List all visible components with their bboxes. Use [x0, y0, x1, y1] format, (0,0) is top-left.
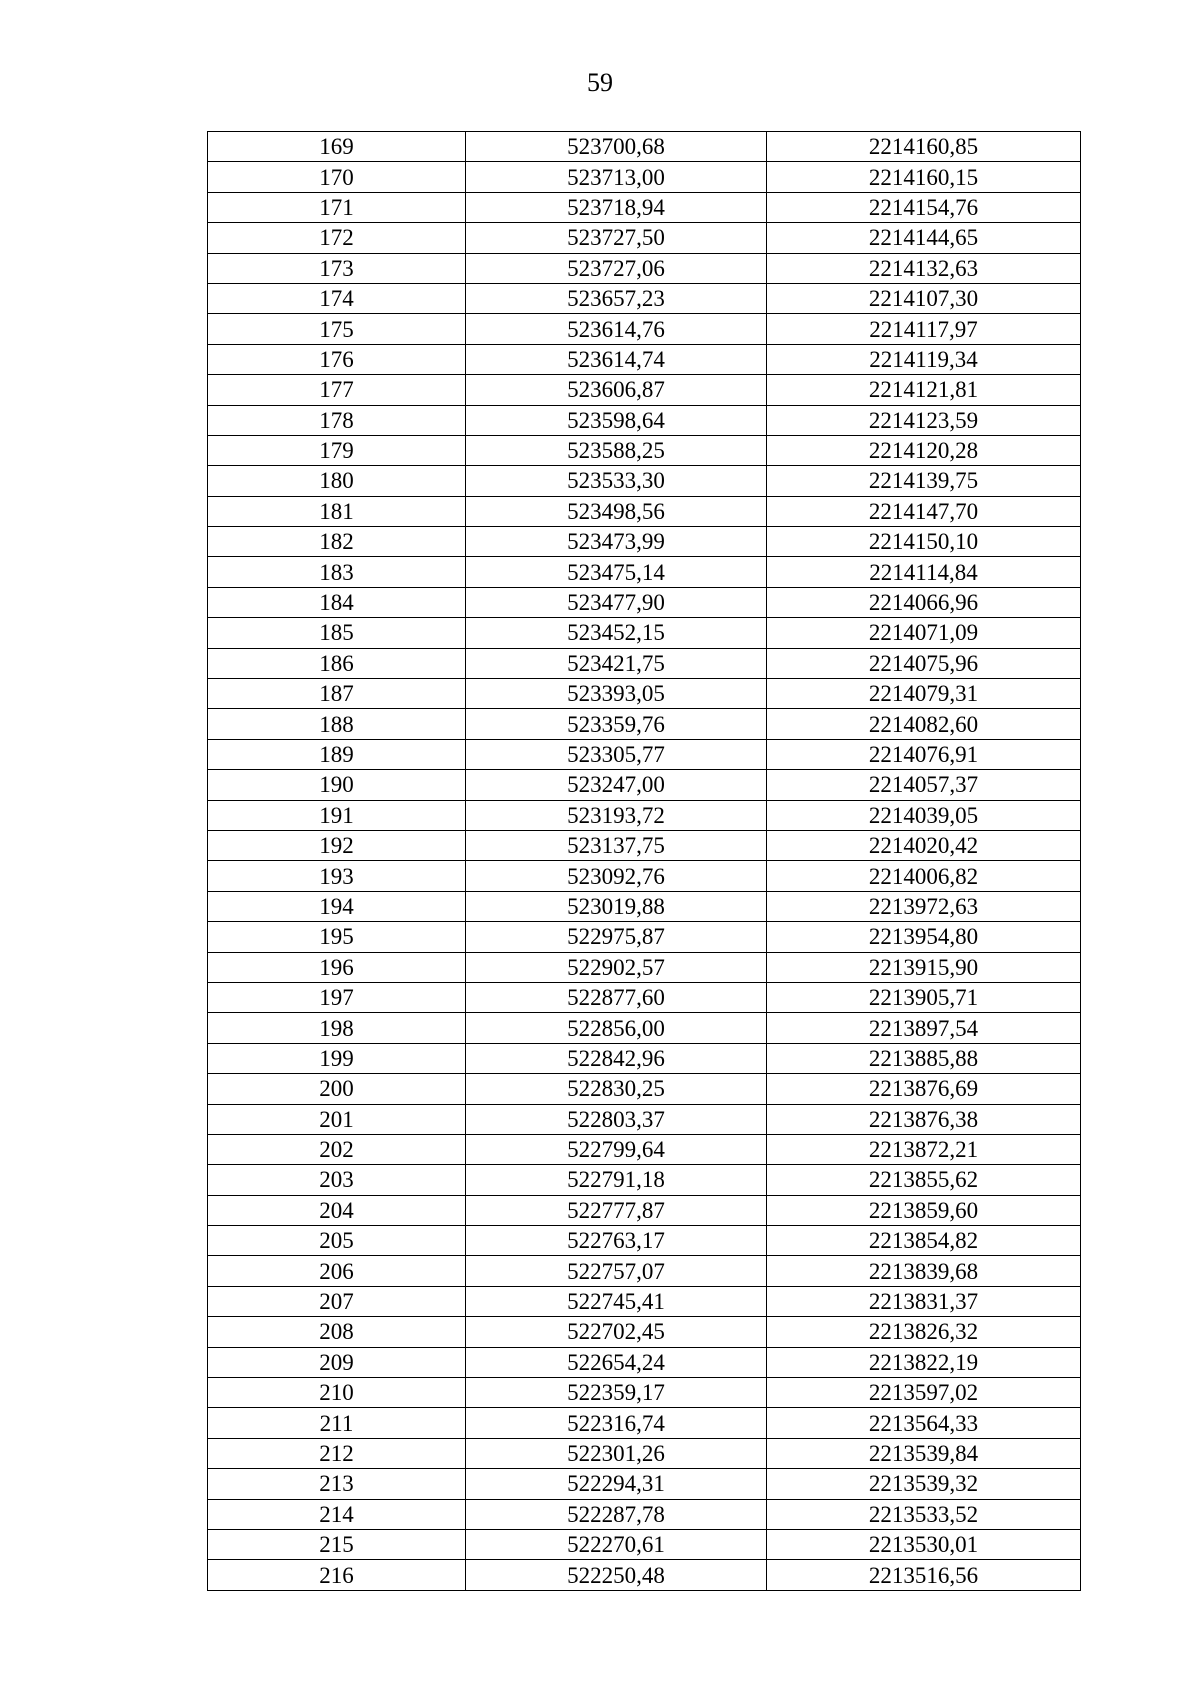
- y-coordinate-cell: 2213972,63: [767, 891, 1081, 921]
- point-number-cell: 181: [208, 496, 466, 526]
- y-coordinate-cell: 2214160,15: [767, 162, 1081, 192]
- table-row: [208, 375, 1081, 405]
- table-row: [208, 1226, 1081, 1256]
- y-coordinate-cell: 2214144,65: [767, 223, 1081, 253]
- point-number-cell: 171: [208, 192, 466, 222]
- x-coordinate-cell: 522902,57: [466, 952, 767, 982]
- table-row: [208, 891, 1081, 921]
- table-row: [208, 648, 1081, 678]
- table-row: [208, 496, 1081, 526]
- x-coordinate-cell: 522975,87: [466, 922, 767, 952]
- y-coordinate-cell: 2213885,88: [767, 1043, 1081, 1073]
- point-number-cell: 193: [208, 861, 466, 891]
- y-coordinate-cell: 2214154,76: [767, 192, 1081, 222]
- y-coordinate-cell: 2214150,10: [767, 527, 1081, 557]
- x-coordinate-cell: 523498,56: [466, 496, 767, 526]
- point-number-cell: 176: [208, 344, 466, 374]
- y-coordinate-cell: 2213872,21: [767, 1134, 1081, 1164]
- point-number-cell: 172: [208, 223, 466, 253]
- y-coordinate-cell: 2214119,34: [767, 344, 1081, 374]
- table-row: [208, 982, 1081, 1012]
- x-coordinate-cell: 522842,96: [466, 1043, 767, 1073]
- y-coordinate-cell: 2214107,30: [767, 283, 1081, 313]
- table-row: [208, 1256, 1081, 1286]
- x-coordinate-cell: 523137,75: [466, 830, 767, 860]
- point-number-cell: 169: [208, 132, 466, 162]
- x-coordinate-cell: 523421,75: [466, 648, 767, 678]
- point-number-cell: 198: [208, 1013, 466, 1043]
- x-coordinate-cell: 523700,68: [466, 132, 767, 162]
- point-number-cell: 199: [208, 1043, 466, 1073]
- x-coordinate-cell: 523614,76: [466, 314, 767, 344]
- y-coordinate-cell: 2213533,52: [767, 1499, 1081, 1529]
- x-coordinate-cell: 523305,77: [466, 739, 767, 769]
- table-row: [208, 1134, 1081, 1164]
- point-number-cell: 186: [208, 648, 466, 678]
- point-number-cell: 191: [208, 800, 466, 830]
- table-row: [208, 1347, 1081, 1377]
- y-coordinate-cell: 2214020,42: [767, 830, 1081, 860]
- x-coordinate-cell: 523092,76: [466, 861, 767, 891]
- table-row: [208, 587, 1081, 617]
- x-coordinate-cell: 523473,99: [466, 527, 767, 557]
- table-row: [208, 800, 1081, 830]
- x-coordinate-cell: 523452,15: [466, 618, 767, 648]
- x-coordinate-cell: 523533,30: [466, 466, 767, 496]
- y-coordinate-cell: 2213855,62: [767, 1165, 1081, 1195]
- x-coordinate-cell: 523477,90: [466, 587, 767, 617]
- table-row: [208, 770, 1081, 800]
- coordinates-table: [207, 131, 1081, 1591]
- point-number-cell: 180: [208, 466, 466, 496]
- y-coordinate-cell: 2214139,75: [767, 466, 1081, 496]
- x-coordinate-cell: 523475,14: [466, 557, 767, 587]
- y-coordinate-cell: 2214114,84: [767, 557, 1081, 587]
- point-number-cell: 192: [208, 830, 466, 860]
- table-row: [208, 679, 1081, 709]
- x-coordinate-cell: 522791,18: [466, 1165, 767, 1195]
- y-coordinate-cell: 2214071,09: [767, 618, 1081, 648]
- table-row: [208, 952, 1081, 982]
- y-coordinate-cell: 2214120,28: [767, 435, 1081, 465]
- y-coordinate-cell: 2214160,85: [767, 132, 1081, 162]
- y-coordinate-cell: 2213530,01: [767, 1529, 1081, 1559]
- point-number-cell: 175: [208, 314, 466, 344]
- table-row: [208, 618, 1081, 648]
- point-number-cell: 213: [208, 1469, 466, 1499]
- point-number-cell: 179: [208, 435, 466, 465]
- x-coordinate-cell: 522763,17: [466, 1226, 767, 1256]
- x-coordinate-cell: 523598,64: [466, 405, 767, 435]
- table-row: [208, 1074, 1081, 1104]
- x-coordinate-cell: 522757,07: [466, 1256, 767, 1286]
- table-row: [208, 253, 1081, 283]
- x-coordinate-cell: 523657,23: [466, 283, 767, 313]
- x-coordinate-cell: 523247,00: [466, 770, 767, 800]
- table-row: [208, 1408, 1081, 1438]
- x-coordinate-cell: 523727,06: [466, 253, 767, 283]
- point-number-cell: 184: [208, 587, 466, 617]
- point-number-cell: 216: [208, 1560, 466, 1590]
- y-coordinate-cell: 2213539,84: [767, 1438, 1081, 1468]
- table-row: [208, 1469, 1081, 1499]
- x-coordinate-cell: 522702,45: [466, 1317, 767, 1347]
- x-coordinate-cell: 522799,64: [466, 1134, 767, 1164]
- y-coordinate-cell: 2213859,60: [767, 1195, 1081, 1225]
- x-coordinate-cell: 523019,88: [466, 891, 767, 921]
- y-coordinate-cell: 2213597,02: [767, 1378, 1081, 1408]
- x-coordinate-cell: 522270,61: [466, 1529, 767, 1559]
- point-number-cell: 170: [208, 162, 466, 192]
- y-coordinate-cell: 2213915,90: [767, 952, 1081, 982]
- point-number-cell: 185: [208, 618, 466, 648]
- point-number-cell: 197: [208, 982, 466, 1012]
- y-coordinate-cell: 2213826,32: [767, 1317, 1081, 1347]
- y-coordinate-cell: 2214121,81: [767, 375, 1081, 405]
- y-coordinate-cell: 2213897,54: [767, 1013, 1081, 1043]
- table-row: [208, 466, 1081, 496]
- x-coordinate-cell: 522830,25: [466, 1074, 767, 1104]
- y-coordinate-cell: 2214132,63: [767, 253, 1081, 283]
- y-coordinate-cell: 2213539,32: [767, 1469, 1081, 1499]
- point-number-cell: 187: [208, 679, 466, 709]
- table-row: [208, 1043, 1081, 1073]
- point-number-cell: 190: [208, 770, 466, 800]
- point-number-cell: 209: [208, 1347, 466, 1377]
- point-number-cell: 211: [208, 1408, 466, 1438]
- table-row: [208, 1378, 1081, 1408]
- x-coordinate-cell: 523393,05: [466, 679, 767, 709]
- point-number-cell: 203: [208, 1165, 466, 1195]
- y-coordinate-cell: 2213876,38: [767, 1104, 1081, 1134]
- x-coordinate-cell: 522803,37: [466, 1104, 767, 1134]
- x-coordinate-cell: 522250,48: [466, 1560, 767, 1590]
- point-number-cell: 206: [208, 1256, 466, 1286]
- table-row: [208, 162, 1081, 192]
- x-coordinate-cell: 522359,17: [466, 1378, 767, 1408]
- table-row: [208, 830, 1081, 860]
- y-coordinate-cell: 2214066,96: [767, 587, 1081, 617]
- point-number-cell: 178: [208, 405, 466, 435]
- point-number-cell: 210: [208, 1378, 466, 1408]
- table-row: [208, 283, 1081, 313]
- point-number-cell: 207: [208, 1286, 466, 1316]
- page-number: 59: [587, 68, 613, 97]
- x-coordinate-cell: 522287,78: [466, 1499, 767, 1529]
- table-row: [208, 1286, 1081, 1316]
- x-coordinate-cell: 523588,25: [466, 435, 767, 465]
- x-coordinate-cell: 523606,87: [466, 375, 767, 405]
- y-coordinate-cell: 2213954,80: [767, 922, 1081, 952]
- x-coordinate-cell: 522745,41: [466, 1286, 767, 1316]
- point-number-cell: 182: [208, 527, 466, 557]
- table-row: [208, 1438, 1081, 1468]
- x-coordinate-cell: 522777,87: [466, 1195, 767, 1225]
- coordinates-table-body: [208, 132, 1081, 1591]
- table-row: [208, 1560, 1081, 1590]
- table-row: [208, 527, 1081, 557]
- point-number-cell: 201: [208, 1104, 466, 1134]
- point-number-cell: 195: [208, 922, 466, 952]
- y-coordinate-cell: 2213876,69: [767, 1074, 1081, 1104]
- point-number-cell: 212: [208, 1438, 466, 1468]
- table-row: [208, 1013, 1081, 1043]
- table-row: [208, 1195, 1081, 1225]
- x-coordinate-cell: 523193,72: [466, 800, 767, 830]
- table-row: [208, 192, 1081, 222]
- x-coordinate-cell: 523359,76: [466, 709, 767, 739]
- point-number-cell: 183: [208, 557, 466, 587]
- table-row: [208, 132, 1081, 162]
- point-number-cell: 189: [208, 739, 466, 769]
- x-coordinate-cell: 523614,74: [466, 344, 767, 374]
- point-number-cell: 188: [208, 709, 466, 739]
- point-number-cell: 177: [208, 375, 466, 405]
- point-number-cell: 208: [208, 1317, 466, 1347]
- table-row: [208, 739, 1081, 769]
- point-number-cell: 204: [208, 1195, 466, 1225]
- y-coordinate-cell: 2214039,05: [767, 800, 1081, 830]
- y-coordinate-cell: 2213905,71: [767, 982, 1081, 1012]
- x-coordinate-cell: 523718,94: [466, 192, 767, 222]
- table-row: [208, 1499, 1081, 1529]
- table-row: [208, 314, 1081, 344]
- point-number-cell: 205: [208, 1226, 466, 1256]
- y-coordinate-cell: 2213839,68: [767, 1256, 1081, 1286]
- table-row: [208, 557, 1081, 587]
- table-row: [208, 344, 1081, 374]
- x-coordinate-cell: 522654,24: [466, 1347, 767, 1377]
- y-coordinate-cell: 2214006,82: [767, 861, 1081, 891]
- table-row: [208, 435, 1081, 465]
- table-row: [208, 405, 1081, 435]
- y-coordinate-cell: 2213822,19: [767, 1347, 1081, 1377]
- y-coordinate-cell: 2214123,59: [767, 405, 1081, 435]
- point-number-cell: 174: [208, 283, 466, 313]
- x-coordinate-cell: 522316,74: [466, 1408, 767, 1438]
- y-coordinate-cell: 2214076,91: [767, 739, 1081, 769]
- table-row: [208, 1104, 1081, 1134]
- table-row: [208, 1317, 1081, 1347]
- point-number-cell: 200: [208, 1074, 466, 1104]
- x-coordinate-cell: 523727,50: [466, 223, 767, 253]
- y-coordinate-cell: 2214082,60: [767, 709, 1081, 739]
- y-coordinate-cell: 2213831,37: [767, 1286, 1081, 1316]
- x-coordinate-cell: 522294,31: [466, 1469, 767, 1499]
- point-number-cell: 202: [208, 1134, 466, 1164]
- point-number-cell: 194: [208, 891, 466, 921]
- y-coordinate-cell: 2213564,33: [767, 1408, 1081, 1438]
- table-row: [208, 922, 1081, 952]
- y-coordinate-cell: 2214075,96: [767, 648, 1081, 678]
- table-row: [208, 1165, 1081, 1195]
- y-coordinate-cell: 2213516,56: [767, 1560, 1081, 1590]
- table-row: [208, 709, 1081, 739]
- point-number-cell: 215: [208, 1529, 466, 1559]
- x-coordinate-cell: 523713,00: [466, 162, 767, 192]
- x-coordinate-cell: 522301,26: [466, 1438, 767, 1468]
- y-coordinate-cell: 2214117,97: [767, 314, 1081, 344]
- y-coordinate-cell: 2214147,70: [767, 496, 1081, 526]
- table-row: [208, 1529, 1081, 1559]
- x-coordinate-cell: 522877,60: [466, 982, 767, 1012]
- point-number-cell: 196: [208, 952, 466, 982]
- y-coordinate-cell: 2213854,82: [767, 1226, 1081, 1256]
- point-number-cell: 214: [208, 1499, 466, 1529]
- table-row: [208, 861, 1081, 891]
- point-number-cell: 173: [208, 253, 466, 283]
- table-row: [208, 223, 1081, 253]
- y-coordinate-cell: 2214079,31: [767, 679, 1081, 709]
- y-coordinate-cell: 2214057,37: [767, 770, 1081, 800]
- x-coordinate-cell: 522856,00: [466, 1013, 767, 1043]
